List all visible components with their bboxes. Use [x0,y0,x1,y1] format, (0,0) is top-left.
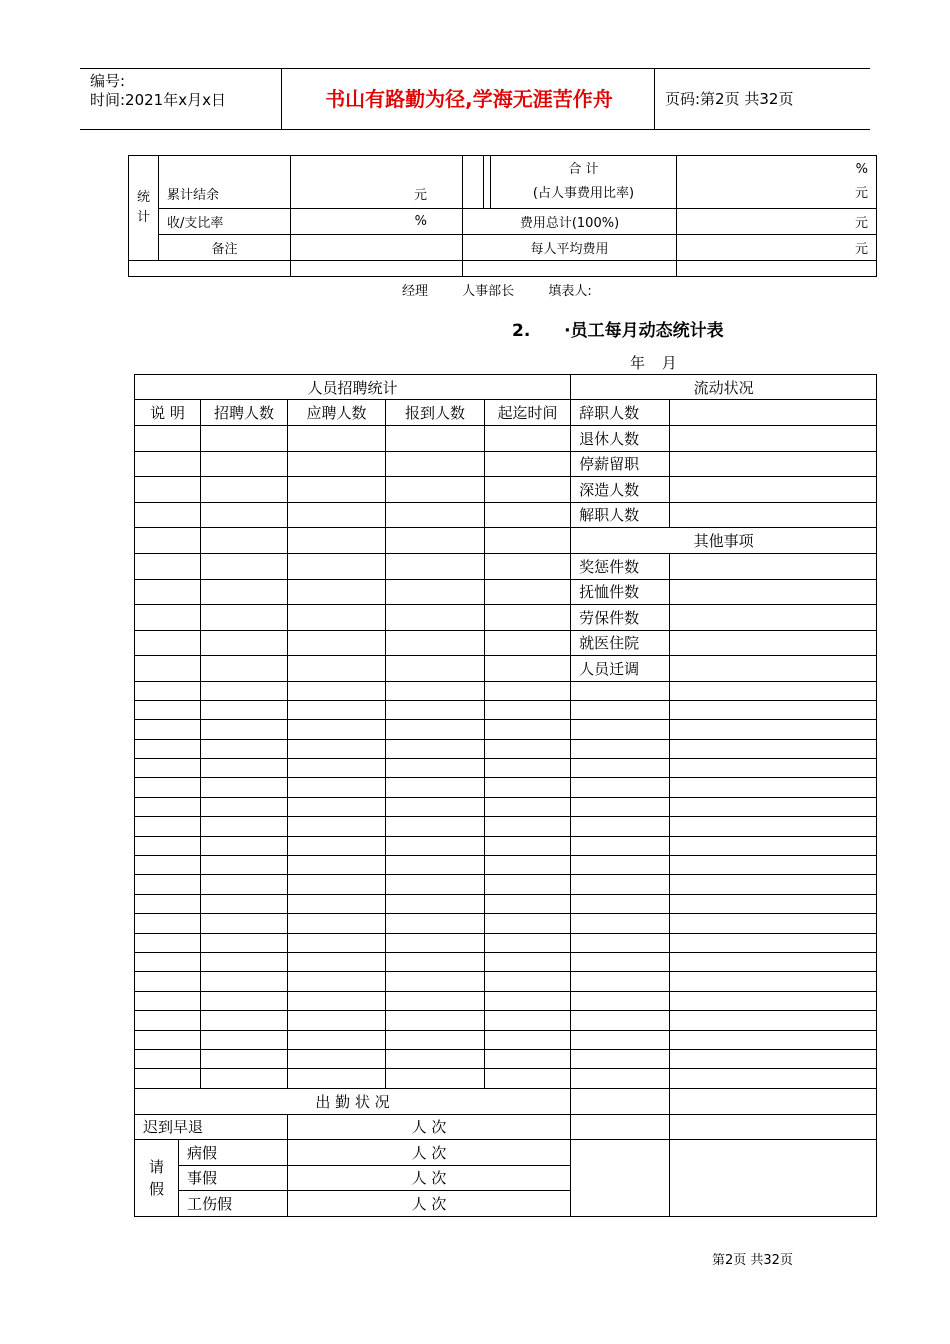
cell [201,759,288,778]
cell [288,778,386,797]
cell [485,894,571,913]
cell [485,836,571,855]
signature-line [402,280,622,299]
cell [571,1114,670,1140]
cell [288,554,386,580]
cell [201,681,288,700]
cell [670,700,877,719]
cell [201,554,288,580]
cell [485,656,571,682]
cell [386,933,485,952]
cell [670,1088,877,1114]
cell [386,1049,485,1068]
cell [386,1069,485,1088]
cell [201,700,288,719]
cell [386,991,485,1010]
serial-label: 编号: [90,72,126,90]
cell [288,797,386,816]
cell [670,972,877,991]
cell [571,1140,670,1217]
col-period: 起迄时间 [485,400,571,426]
income-expense-ratio-label: 收/支比率 [159,209,291,235]
cell [485,528,571,554]
cell [485,1030,571,1049]
other-item: 奖惩件数 [571,554,670,580]
cell [485,991,571,1010]
attendance-header: 出 勤 状 况 [135,1088,571,1114]
cell [135,797,201,816]
cell [485,630,571,656]
cell [485,451,571,477]
total-expense-label: 费用总计(100%) [463,209,677,235]
flow-value [670,451,877,477]
cell [571,836,670,855]
cell [201,528,288,554]
cell [288,836,386,855]
cell [670,952,877,971]
other-value [670,579,877,605]
remarks-value [291,235,463,261]
cell [201,426,288,452]
manager-label: 经理 [402,284,429,299]
cell [288,1049,386,1068]
cell [201,605,288,631]
cell [485,1011,571,1030]
cell [670,681,877,700]
cell [288,681,386,700]
cell [288,1069,386,1088]
cell [135,1030,201,1049]
cell [485,1049,571,1068]
cell [201,1069,288,1088]
cell [386,894,485,913]
cell [135,817,201,836]
cell [288,656,386,682]
cell [485,856,571,875]
cell [670,1114,877,1140]
blank-cell [291,261,463,277]
cell [386,605,485,631]
cell [571,797,670,816]
cell [201,817,288,836]
cell [485,720,571,739]
cell [288,502,386,528]
page-header [80,68,870,130]
cell [135,739,201,758]
cell [135,759,201,778]
header-page-number: 页码:第2页 共32页 [665,90,794,108]
leave-item: 病假 [179,1140,288,1166]
cell [201,836,288,855]
cell [135,836,201,855]
cell [670,894,877,913]
cell [386,426,485,452]
flow-item: 辞职人数 [571,400,670,426]
flow-item: 解职人数 [571,502,670,528]
other-value [670,630,877,656]
cell [288,1030,386,1049]
cell [571,933,670,952]
income-expense-ratio-unit: % [291,209,463,235]
cell [135,579,201,605]
cell [135,426,201,452]
cell [201,952,288,971]
cell [485,933,571,952]
cell [288,875,386,894]
cell [201,720,288,739]
leave-item: 事假 [179,1165,288,1191]
cell [485,778,571,797]
cell [670,933,877,952]
cell [288,720,386,739]
cell [386,952,485,971]
cell [485,700,571,719]
col-reported-count: 报到人数 [386,400,485,426]
cell [288,991,386,1010]
other-item: 劳保件数 [571,605,670,631]
cell [135,681,201,700]
header-motto: 书山有路勤为径,学海无涯苦作舟 [325,87,613,111]
cell [485,952,571,971]
cell [670,739,877,758]
cell [386,656,485,682]
cell [670,914,877,933]
recruit-header: 人员招聘统计 [135,375,571,400]
cell [571,759,670,778]
cell [670,797,877,816]
cell [670,817,877,836]
avg-expense-label: 每人平均费用 [463,235,677,261]
flow-item: 停薪留职 [571,451,670,477]
cell [288,605,386,631]
cell [135,554,201,580]
other-value [670,554,877,580]
cell [288,856,386,875]
cell [670,1069,877,1088]
cell [670,720,877,739]
cell [386,477,485,503]
avg-expense-unit: 元 [677,235,877,261]
cell [288,579,386,605]
cell [201,894,288,913]
cell [135,1069,201,1088]
cell [288,477,386,503]
cell [386,797,485,816]
cell [288,528,386,554]
cell [135,894,201,913]
cell [386,759,485,778]
cell [135,630,201,656]
total-expense-unit: 元 [677,209,877,235]
cell [485,579,571,605]
stat-side-label: 统计 [129,156,159,261]
cell [571,1069,670,1088]
cell [201,1049,288,1068]
cell [201,1011,288,1030]
cell [386,681,485,700]
cell [485,502,571,528]
cell [135,933,201,952]
cell [386,1030,485,1049]
cell [571,856,670,875]
cell [485,759,571,778]
late-early-label: 迟到早退 [135,1114,288,1140]
cell [571,894,670,913]
blank-cell [463,261,677,277]
section-title [512,316,724,341]
section-title-text: ·员工每月动态统计表 [564,321,724,341]
cumulative-balance-label: 累计结余 [159,156,291,209]
leave-item: 工伤假 [179,1191,288,1217]
cell [135,502,201,528]
cell [670,856,877,875]
cell [571,720,670,739]
cell [386,1011,485,1030]
cell [571,1011,670,1030]
monthly-stat-table [134,374,877,1217]
cell [571,681,670,700]
cell [135,778,201,797]
cell [288,426,386,452]
cell [201,656,288,682]
cell [386,836,485,855]
cell [201,933,288,952]
cell [201,914,288,933]
other-value [670,656,877,682]
cell [386,817,485,836]
cell [386,579,485,605]
expense-stat-table [128,155,877,277]
header-divider [281,68,282,130]
cell [485,914,571,933]
hr-head-label: 人事部长 [462,284,515,299]
cell [386,856,485,875]
year-month-label: 年 月 [630,354,683,372]
other-value [670,605,877,631]
cell [135,451,201,477]
cell [670,875,877,894]
col-recruit-count: 招聘人数 [201,400,288,426]
cell [135,856,201,875]
cell [288,952,386,971]
cell [485,739,571,758]
cell [288,700,386,719]
cell [288,914,386,933]
total-ratio-label: 合 计 (占人事费用比率) [491,156,677,209]
cell [386,778,485,797]
cell [571,700,670,719]
cell [135,720,201,739]
cell [670,1140,877,1217]
cell [670,1011,877,1030]
late-early-unit: 人 次 [288,1114,571,1140]
header-meta [90,72,226,110]
cell [288,817,386,836]
cell [571,1049,670,1068]
cell [201,778,288,797]
cell [386,554,485,580]
cell [670,991,877,1010]
cell [135,528,201,554]
cell [201,991,288,1010]
cell [135,700,201,719]
cell [571,778,670,797]
cell [485,426,571,452]
cell [485,817,571,836]
cell [201,579,288,605]
flow-item: 退休人数 [571,426,670,452]
cell [288,759,386,778]
cell [201,477,288,503]
cell [201,972,288,991]
cell [571,972,670,991]
leave-unit: 人 次 [288,1165,571,1191]
cell [135,991,201,1010]
blank-cell [677,261,877,277]
leave-unit: 人 次 [288,1191,571,1217]
cumulative-balance-unit: 元 [291,156,463,209]
page-footer: 第2页 共32页 [712,1253,793,1268]
cell [288,630,386,656]
flow-value [670,400,877,426]
leave-unit: 人 次 [288,1140,571,1166]
cell [485,477,571,503]
cell [135,1049,201,1068]
cell [386,720,485,739]
cell [485,875,571,894]
cell [386,451,485,477]
cell [288,894,386,913]
other-header: 其他事项 [571,528,877,554]
cell [571,739,670,758]
cell [135,656,201,682]
cell [386,875,485,894]
cell [670,1030,877,1049]
col-applicant-count: 应聘人数 [288,400,386,426]
flow-value [670,477,877,503]
cell [571,952,670,971]
cell [288,933,386,952]
blank-cell [129,261,291,277]
leave-label: 请假 [135,1140,179,1217]
cell [201,502,288,528]
cell [571,875,670,894]
flow-item: 深造人数 [571,477,670,503]
cell [485,797,571,816]
date-label: 时间:2021年x月x日 [90,91,226,109]
cell [386,700,485,719]
cell [201,451,288,477]
cell [201,797,288,816]
cell [288,1011,386,1030]
remarks-label: 备注 [159,235,291,261]
cell [670,836,877,855]
cell [386,739,485,758]
cell [135,952,201,971]
cell [288,739,386,758]
flow-value [670,502,877,528]
section-number: 2. [512,321,531,341]
spacer-cell [463,156,491,209]
cell [201,630,288,656]
flow-value [670,426,877,452]
cell [386,502,485,528]
cell [571,1030,670,1049]
cell [201,856,288,875]
cell [288,451,386,477]
cell [135,1011,201,1030]
cell [288,972,386,991]
cell [670,1049,877,1068]
cell [485,972,571,991]
cell [135,477,201,503]
cell [571,817,670,836]
filler-label: 填表人: [548,284,592,299]
total-ratio-units: % 元 [677,156,877,209]
cell [135,605,201,631]
cell [571,991,670,1010]
cell [386,630,485,656]
cell [485,605,571,631]
cell [670,759,877,778]
cell [670,778,877,797]
cell [485,681,571,700]
other-item: 就医住院 [571,630,670,656]
cell [386,914,485,933]
cell [201,1030,288,1049]
cell [571,914,670,933]
flow-header: 流动状况 [571,375,877,400]
other-item: 抚恤件数 [571,579,670,605]
other-item: 人员迁调 [571,656,670,682]
cell [386,972,485,991]
cell [201,875,288,894]
cell [135,914,201,933]
cell [386,528,485,554]
cell [201,739,288,758]
col-description: 说 明 [135,400,201,426]
cell [485,554,571,580]
cell [135,972,201,991]
cell [485,1069,571,1088]
cell [571,1088,670,1114]
cell [135,875,201,894]
